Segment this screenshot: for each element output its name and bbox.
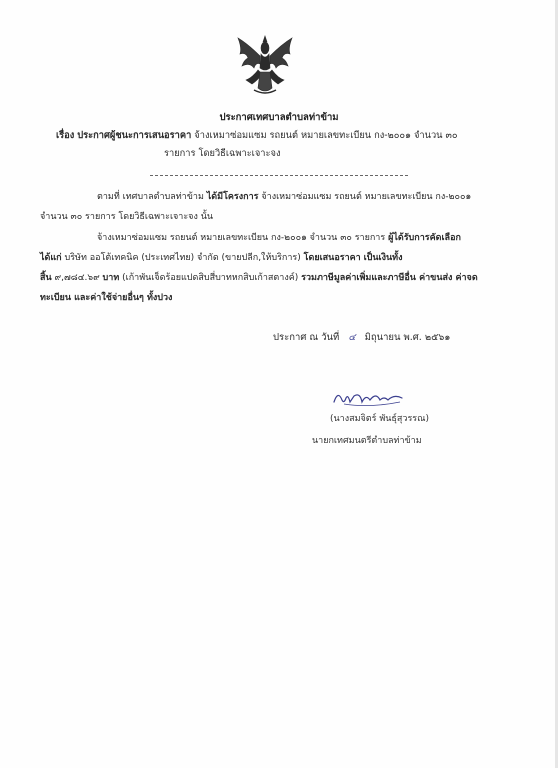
signatory-position: นายกเทศมนตรีตำบลท่าข้าม: [312, 436, 422, 446]
dashed-divider: [150, 175, 408, 176]
subject: [56, 127, 516, 163]
p1-line-2: จำนวน ๓๐ รายการ โดยวิธีเฉพาะเจาะจง นั้น: [40, 212, 214, 222]
subject-bold: ประกาศผู้ชนะการเสนอราคา: [77, 130, 192, 141]
p1-text-b: ได้มีโครงการ: [206, 192, 259, 202]
handwritten-day: ๔: [348, 332, 356, 343]
p1-text-a: ตามที่ เทศบาลตำบลท่าข้าม: [97, 192, 204, 202]
p2-line3-e: รวมภาษีมูลค่าเพิ่มและภาษีอื่น ค่าขนส่ง ค่าจด: [301, 273, 478, 283]
subject-label: เรื่อง: [56, 130, 75, 141]
p2-line3-a: สิ้น: [40, 273, 52, 283]
date-month-year: มิถุนายน พ.ศ. ๒๕๖๑: [364, 332, 451, 343]
p2-text-a: จ้างเหมาซ่อมแซม รถยนต์ หมายเลขทะเบียน กง-๒๐๐๑ จำนวน ๓๐ รายการ: [97, 233, 386, 243]
p2-line-4: ทะเบียน และค่าใช้จ่ายอื่นๆ ทั้งปวง: [40, 293, 173, 303]
garuda-emblem: [232, 34, 298, 96]
paragraph-2: [40, 228, 510, 308]
subject-line-2: รายการ โดยวิธีเฉพาะเจาะจง: [164, 148, 281, 159]
p2-text-b: ผู้ได้รับการคัดเลือก: [388, 233, 461, 243]
document-title: ประกาศเทศบาลตำบลท่าข้าม: [219, 112, 339, 123]
p2-line2-c: โดยเสนอราคา: [303, 253, 361, 263]
paragraph-1: [40, 187, 510, 227]
p2-line2-a: ได้แก่: [40, 253, 62, 263]
p2-line2-d: เป็นเงินทั้ง: [363, 253, 403, 263]
handwritten-signature: [330, 384, 406, 410]
announcement-date: [273, 330, 450, 345]
signatory-name: (นางสมจิตร์ พันธุ์สุวรรณ): [330, 414, 430, 424]
p2-amount: ๙,๗๘๔.๖๙: [54, 273, 100, 283]
p2-line3-c: บาท: [102, 273, 120, 283]
p2-line2-b: บริษัท ออโต้เทคนิค (ประเทศไทย) จำกัด (ขายปลีก,ให้บริการ): [64, 253, 301, 263]
p1-text-c: จ้างเหมาซ่อมแซม รถยนต์ หมายเลขทะเบียน กง-๒๐๐๑: [261, 192, 472, 202]
date-prefix: ประกาศ ณ วันที่: [273, 332, 340, 343]
p2-amount-words: (เก้าพันเจ็ดร้อยแปดสิบสี่บาทหกสิบเก้าสตางค์): [122, 273, 299, 283]
subject-rest: จ้างเหมาซ่อมแซม รถยนต์ หมายเลขทะเบียน กง-๒๐๐๑ จำนวน ๓๐: [194, 130, 458, 141]
